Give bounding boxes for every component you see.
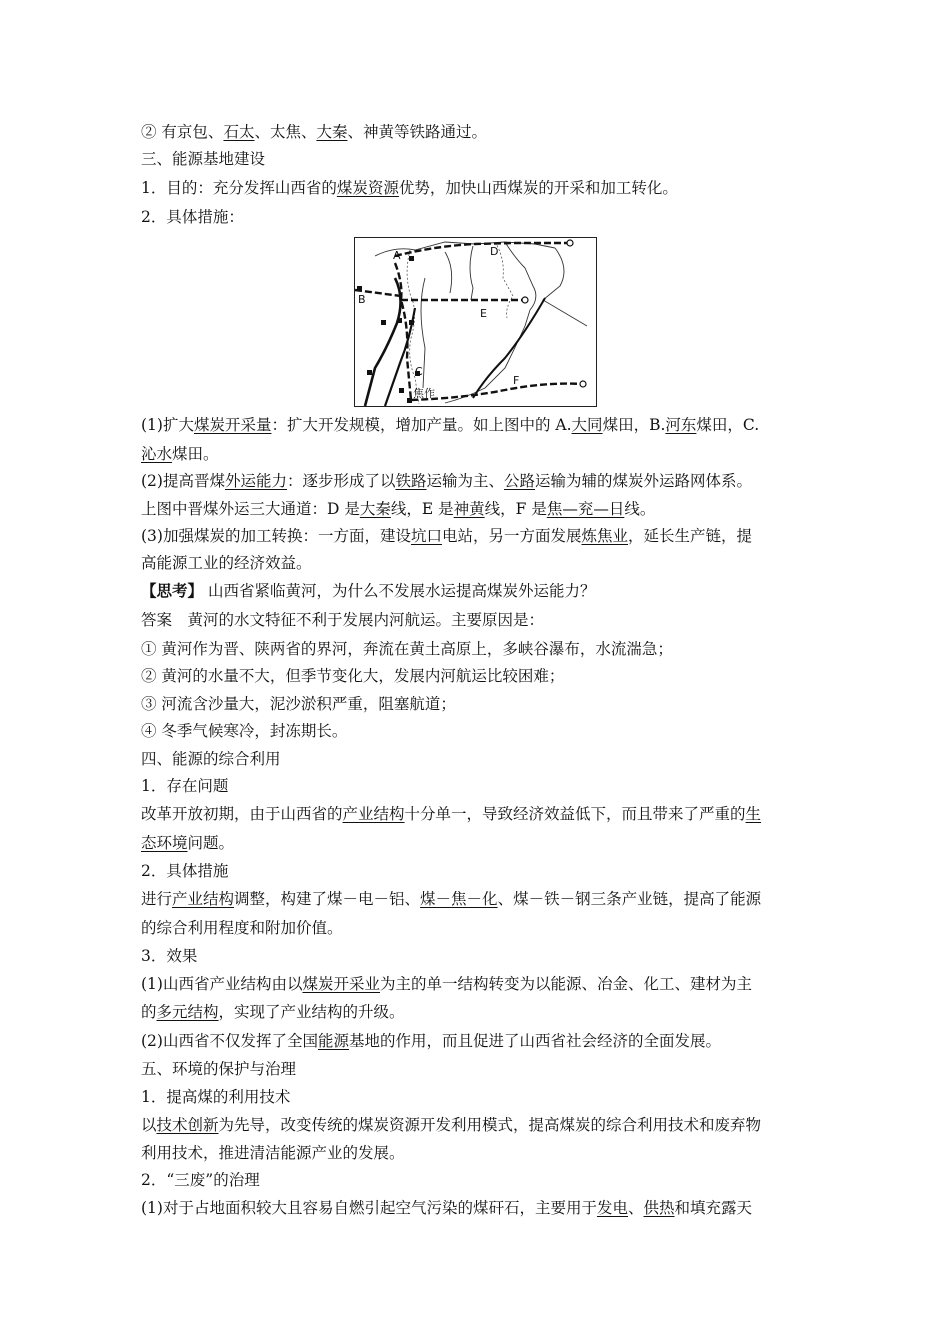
text-run: (1)对于占地面积较大且容易自燃引起空气污染的煤矸石，主要用于 — [141, 1199, 597, 1217]
text-run: 1．目的：充分发挥山西省的 — [141, 179, 337, 197]
underlined-answer: 煤－焦－化 — [420, 890, 498, 908]
text-run: 煤田，B. — [602, 416, 666, 434]
text-run: 改革开放初期，由于山西省的 — [141, 805, 343, 823]
text-run: 的 — [141, 1003, 157, 1021]
text-line — [141, 207, 821, 227]
text-run: 煤田。 — [172, 445, 219, 463]
text-run: 为主的单一结构转变为以能源、冶金、化工、建材为主 — [379, 975, 752, 993]
railway-f — [411, 384, 583, 400]
border-line — [470, 246, 473, 300]
text-line — [141, 721, 821, 741]
underlined-answer: 态环境 — [141, 834, 188, 852]
coal-mark — [399, 388, 404, 393]
text-run: 五、环境的保护与治理 — [141, 1060, 297, 1078]
underlined-answer: 供热 — [643, 1199, 675, 1217]
railway-d — [395, 243, 570, 256]
text-run: ，实现了产业结构的升级。 — [218, 1003, 405, 1021]
text-run: 1．提高煤的利用技术 — [141, 1088, 291, 1106]
text-run: 【思考】 — [141, 581, 204, 600]
label-a: A — [393, 249, 401, 262]
text-run: 电站，另一方面发展 — [441, 527, 582, 545]
underlined-answer: 生 — [745, 805, 762, 823]
text-line — [141, 776, 821, 796]
text-run: (1)山西省产业结构由以 — [141, 975, 303, 993]
coal-mark — [409, 320, 414, 325]
text-run: ④ 冬季气候寒冷，封冻期长。 — [141, 722, 348, 740]
text-line — [141, 639, 821, 659]
underlined-answer: 河东 — [665, 416, 697, 434]
text-line — [141, 666, 821, 686]
station-dot — [522, 297, 528, 303]
text-line — [141, 499, 821, 519]
text-run: 进行 — [141, 890, 173, 908]
text-run: 答案 黄河的水文特征不利于发展内河航运。主要原因是： — [141, 611, 545, 629]
coal-mark — [357, 286, 362, 291]
text-line — [141, 581, 821, 601]
text-line — [141, 1059, 821, 1079]
text-line — [141, 178, 821, 198]
shanxi-coal-map — [354, 237, 597, 407]
text-run: ① 黄河作为晋、陕两省的界河，奔流在黄土高原上，多峡谷瀑布，水流湍急； — [141, 640, 673, 658]
text-line — [141, 1115, 821, 1135]
underlined-answer: 公路 — [504, 472, 536, 490]
label-f: F — [513, 374, 520, 387]
text-run: 3．效果 — [141, 947, 198, 965]
text-run: 高能源工业的经济效益。 — [141, 554, 312, 572]
label-jiaozuo: 焦作 — [413, 387, 435, 400]
text-line — [141, 610, 821, 630]
text-run: 煤田，C. — [696, 416, 760, 434]
underlined-answer: 坑口 — [410, 527, 442, 545]
underlined-answer: 煤炭开采业 — [302, 975, 380, 993]
text-line — [141, 749, 821, 769]
text-run: 运输为辅的煤炭外运路网体系。 — [535, 472, 753, 490]
text-run: 山西省紧临黄河，为什么不发展水运提高煤炭外运能力？ — [203, 582, 596, 600]
text-line — [141, 918, 821, 938]
underlined-answer: 发电 — [596, 1199, 628, 1217]
text-run: 的综合利用程度和附加价值。 — [141, 919, 343, 937]
underlined-answer: 外运能力 — [224, 472, 287, 490]
border-line — [543, 248, 587, 326]
text-run: 、煤－铁－钢三条产业链，提高了能源 — [497, 890, 762, 908]
text-line — [141, 1198, 821, 1218]
text-line — [141, 526, 821, 546]
coal-mark — [409, 256, 414, 261]
underlined-answer: 神黄 — [453, 500, 485, 518]
underlined-answer: 沁水 — [141, 445, 173, 463]
underlined-answer: 铁路 — [395, 472, 427, 490]
text-run: 和填充露天 — [674, 1199, 753, 1217]
text-run: 2．具体措施： — [141, 208, 244, 226]
text-line — [141, 444, 821, 464]
text-run: 线，E 是 — [390, 500, 454, 518]
text-run: 线，F 是 — [484, 500, 547, 518]
text-run: 调整，构建了煤－电－铝、 — [234, 890, 421, 908]
text-line — [141, 122, 821, 142]
underlined-answer: 煤炭开采量 — [193, 416, 272, 434]
label-c: C — [415, 365, 423, 378]
text-line — [141, 1002, 821, 1022]
coal-mark — [407, 398, 412, 403]
province-border — [407, 250, 419, 404]
border-line — [445, 252, 452, 293]
text-run: 四、能源的综合利用 — [141, 750, 281, 768]
text-line — [141, 415, 821, 435]
label-b: B — [358, 293, 366, 306]
coal-mark — [367, 370, 372, 375]
text-line — [141, 471, 821, 491]
underlined-answer: 技术创新 — [156, 1116, 219, 1134]
text-line — [141, 946, 821, 966]
underlined-answer: 产业结构 — [172, 890, 235, 908]
text-run: 、 — [627, 1199, 644, 1217]
label-e: E — [480, 307, 487, 320]
text-run: 、神黄等铁路通过。 — [347, 123, 487, 141]
station-dot — [580, 381, 586, 387]
station-dot — [567, 240, 573, 246]
text-line — [141, 1031, 821, 1051]
text-run: 基地的作用，而且促进了山西省社会经济的全面发展。 — [348, 1032, 721, 1050]
text-run: 以 — [141, 1116, 157, 1134]
text-run: 2．具体措施 — [141, 862, 229, 880]
text-run: 问题。 — [187, 834, 235, 852]
text-line — [141, 149, 821, 169]
text-run: 三、能源基地建设 — [141, 150, 266, 168]
text-run: ③ 河流含沙量大，泥沙淤积严重，阻塞航道； — [141, 695, 456, 713]
text-run: ② 黄河的水量不大，但季节变化大，发展内河航运比较困难； — [141, 667, 565, 685]
map-drawing — [355, 238, 598, 408]
text-run: ，延长生产链，提 — [628, 527, 753, 545]
text-run: 上图中晋煤外运三大通道：D 是 — [141, 500, 360, 518]
underlined-answer: 大秦 — [359, 500, 391, 518]
text-line — [141, 889, 821, 909]
underlined-answer: 大秦 — [316, 123, 348, 141]
underlined-answer: 能源 — [317, 1032, 349, 1050]
text-run: 利用技术，推进清洁能源产业的发展。 — [141, 1144, 405, 1162]
text-run: 十分单一，导致经济效益低下，而且带来了严重的 — [404, 805, 746, 823]
label-d: D — [490, 245, 499, 258]
text-run: 为先导，改变传统的煤炭资源开发利用模式，提高煤炭的综合利用技术和废弃物 — [218, 1116, 762, 1134]
text-run: ：扩大开发规模，增加产量。如上图中的 A. — [271, 416, 572, 434]
underlined-answer: 炼焦业 — [581, 527, 629, 545]
text-run: 2．“三废”的治理 — [141, 1171, 260, 1189]
underlined-answer: 焦—兖—日 — [546, 500, 625, 518]
text-run: 优势，加快山西煤炭的开采和加工转化。 — [398, 179, 678, 197]
text-run: (3)加强煤炭的加工转换：一方面，建设 — [141, 527, 411, 545]
text-run: (1)扩大 — [141, 416, 194, 434]
text-line — [141, 804, 821, 824]
text-line — [141, 861, 821, 881]
text-run: (2)提高晋煤 — [141, 472, 225, 490]
text-line — [141, 1143, 821, 1163]
text-line — [141, 1087, 821, 1107]
text-run: 线。 — [624, 500, 656, 518]
text-run: ② 有京包、 — [141, 123, 224, 141]
border-line — [445, 242, 536, 403]
text-line — [141, 974, 821, 994]
text-line — [141, 1170, 821, 1190]
underlined-answer: 大同 — [571, 416, 603, 434]
coal-mark — [397, 318, 402, 323]
text-line — [141, 553, 821, 573]
underlined-answer: 多元结构 — [156, 1003, 219, 1021]
text-run: 、太焦、 — [254, 123, 317, 141]
text-run: ：逐步形成了以 — [286, 472, 396, 490]
text-line — [141, 694, 821, 714]
underlined-answer: 石太 — [223, 123, 255, 141]
coal-mark — [381, 320, 386, 325]
text-run: 1．存在问题 — [141, 777, 229, 795]
text-run: (2)山西省不仅发挥了全国 — [141, 1032, 318, 1050]
underlined-answer: 产业结构 — [342, 805, 405, 823]
underlined-answer: 煤炭资源 — [336, 179, 399, 197]
text-line — [141, 833, 821, 853]
text-run: 运输为主、 — [426, 472, 505, 490]
yellow-river — [365, 278, 401, 406]
